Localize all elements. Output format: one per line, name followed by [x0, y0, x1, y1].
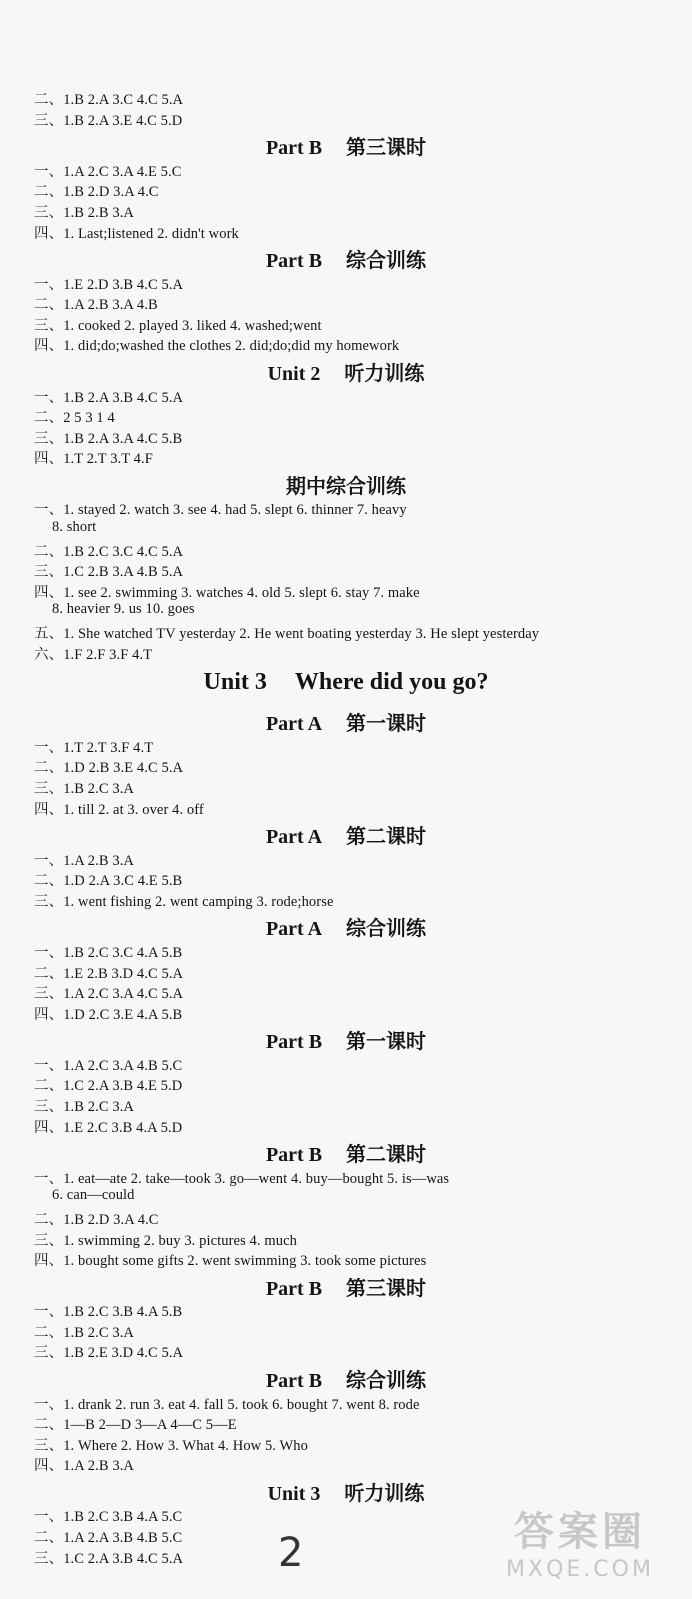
answer-line: 三、1. swimming 2. buy 3. pictures 4. much [34, 1232, 297, 1249]
section-heading [0, 131, 692, 160]
section-heading [0, 244, 692, 273]
answer-line: 一、1.A 2.C 3.A 4.B 5.C [34, 1057, 183, 1074]
heading-part-label: Part B [265, 1277, 323, 1300]
answer-line: 四、1. till 2. at 3. over 4. off [34, 801, 204, 818]
answer-line: 二、1.C 2.A 3.B 4.E 5.D [34, 1078, 183, 1095]
answer-line: 四、1.T 2.T 3.T 4.F [34, 451, 153, 468]
section-heading [0, 820, 692, 849]
heading-title: 综合训练 [346, 1370, 427, 1392]
answer-line: 一、1.T 2.T 3.F 4.T [34, 739, 154, 756]
heading-part-label: Part A [265, 918, 323, 941]
answer-line: 四、1. see 2. swimming 3. watches 4. old 5. slept 6. stay 7. make [34, 584, 420, 601]
heading-part-label: Unit 3 [203, 669, 267, 696]
watermark [480, 1500, 680, 1592]
answer-line: 三、1.B 2.C 3.A [34, 1099, 134, 1115]
heading-title: 综合训练 [346, 918, 427, 941]
answer-line: 三、1. Where 2. How 3. What 4. How 5. Who [34, 1437, 308, 1454]
answer-line: 一、1.B 2.C 3.B 4.A 5.C [34, 1509, 183, 1526]
heading-title: 第二课时 [346, 1144, 427, 1167]
heading-title: 综合训练 [346, 250, 427, 273]
answer-line: 二、1.E 2.B 3.D 4.C 5.A [34, 965, 184, 982]
answer-line: 一、1.B 2.C 3.C 4.A 5.B [34, 944, 183, 961]
answer-line: 三、1.B 2.C 3.A [34, 780, 134, 797]
handwritten-page-number: 2 [278, 1530, 304, 1576]
answer-line: 四、1.E 2.C 3.B 4.A 5.D [34, 1119, 183, 1136]
heading-part-label: Part B [265, 137, 323, 160]
heading-part-label: Part B [265, 1144, 323, 1167]
answer-line: 二、1.A 2.A 3.B 4.B 5.C [34, 1530, 183, 1546]
answer-line: 二、1.B 2.D 3.A 4.C [34, 1211, 159, 1228]
answer-line: 一、1. eat—ate 2. take—took 3. go—went 4. buy—bought 5. is—was [34, 1170, 450, 1187]
heading-title: 听力训练 [344, 1482, 425, 1505]
heading-title: Where did you go? [294, 669, 489, 696]
answer-line: 四、1.A 2.B 3.A [34, 1458, 134, 1475]
heading-part-label: Unit 3 [267, 1482, 321, 1505]
heading-part-label: Part B [265, 1370, 323, 1392]
answer-line: 三、1.B 2.E 3.D 4.C 5.A [34, 1345, 184, 1362]
heading-title: 第三课时 [346, 137, 427, 160]
watermark-url: MXQE.COM [506, 1557, 654, 1582]
answer-line: 一、1.E 2.D 3.B 4.C 5.A [34, 276, 184, 293]
answer-line: 二、1.B 2.A 3.C 4.C 5.A [34, 92, 184, 108]
answer-line: 一、1. stayed 2. watch 3. see 4. had 5. slept 6. thinner 7. heavy [34, 502, 407, 519]
heading-title: 第二课时 [346, 826, 427, 849]
answer-line: 二、1.A 2.B 3.A 4.B [34, 297, 158, 314]
section-heading [0, 1364, 692, 1393]
heading-part-label: Unit 2 [267, 363, 321, 385]
answer-line: 四、1. did;do;washed the clothes 2. did;do;did my homework [34, 338, 400, 355]
answer-line: 一、1.A 2.B 3.A [34, 852, 134, 869]
answer-line: 二、1.D 2.B 3.E 4.C 5.A [34, 760, 184, 777]
answer-line: 二、1—B 2—D 3—A 4—C 5—E [34, 1417, 237, 1434]
watermark-logo-text: 答案圈 [514, 1509, 646, 1555]
heading-part-label: Part A [265, 713, 323, 736]
answer-line: 一、1. drank 2. run 3. eat 4. fall 5. took 6. bought 7. went 8. rode [34, 1396, 420, 1413]
answer-line: 一、1.A 2.C 3.A 4.E 5.C [34, 163, 182, 180]
heading-part-label: Part A [265, 826, 323, 849]
section-heading [0, 1138, 692, 1167]
answer-line: 五、1. She watched TV yesterday 2. He went boating yesterday 3. He slept yesterday [34, 626, 540, 642]
answer-line: 三、1.A 2.C 3.A 4.C 5.A [34, 986, 184, 1003]
answer-line: 三、1. went fishing 2. went camping 3. rode;horse [34, 893, 334, 910]
unit-title [0, 669, 692, 696]
answer-line: 三、1.C 2.A 3.B 4.C 5.A [34, 1550, 184, 1567]
section-heading [0, 1272, 692, 1301]
heading-title: 第一课时 [346, 713, 427, 736]
heading-title: 第一课时 [346, 1031, 427, 1054]
heading-part-label: Part B [265, 1031, 323, 1054]
section-heading [0, 912, 692, 941]
answer-line: 二、2 5 3 1 4 [34, 410, 115, 427]
answer-line: 二、1.D 2.A 3.C 4.E 5.B [34, 873, 183, 890]
answer-line: 三、1.B 2.B 3.A [34, 204, 134, 221]
section-heading [0, 357, 692, 386]
answer-line: 三、1. cooked 2. played 3. liked 4. washed;went [34, 317, 322, 334]
answer-line: 三、1.B 2.A 3.E 4.C 5.D [34, 112, 183, 129]
answer-line: 六、1.F 2.F 3.F 4.T [34, 646, 153, 663]
answer-line: 三、1.B 2.A 3.A 4.C 5.B [34, 430, 183, 447]
answer-line: 四、1. bought some gifts 2. went swimming 3. took some pictures [34, 1253, 427, 1270]
answer-line: 四、1. Last;listened 2. didn't work [34, 225, 239, 242]
section-heading [0, 470, 692, 499]
answer-line: 三、1.C 2.B 3.A 4.B 5.A [34, 564, 184, 581]
answer-line: 8. short [52, 519, 97, 535]
heading-part-label: Part B [265, 250, 323, 273]
answer-line: 6. can—could [52, 1187, 135, 1204]
answer-line: 一、1.B 2.C 3.B 4.A 5.B [34, 1304, 183, 1321]
answer-line: 二、1.B 2.C 3.A [34, 1324, 134, 1341]
answer-line: 四、1.D 2.C 3.E 4.A 5.B [34, 1006, 183, 1023]
heading-title: 期中综合训练 [286, 475, 406, 498]
section-heading [0, 707, 692, 736]
answer-line: 一、1.B 2.A 3.B 4.C 5.A [34, 389, 184, 406]
answer-line: 二、1.B 2.D 3.A 4.C [34, 184, 159, 201]
section-heading [0, 1025, 692, 1054]
heading-title: 听力训练 [344, 363, 425, 385]
answer-line: 8. heavier 9. us 10. goes [52, 601, 195, 618]
answer-line: 二、1.B 2.C 3.C 4.C 5.A [34, 543, 184, 560]
heading-title: 第三课时 [346, 1277, 427, 1300]
